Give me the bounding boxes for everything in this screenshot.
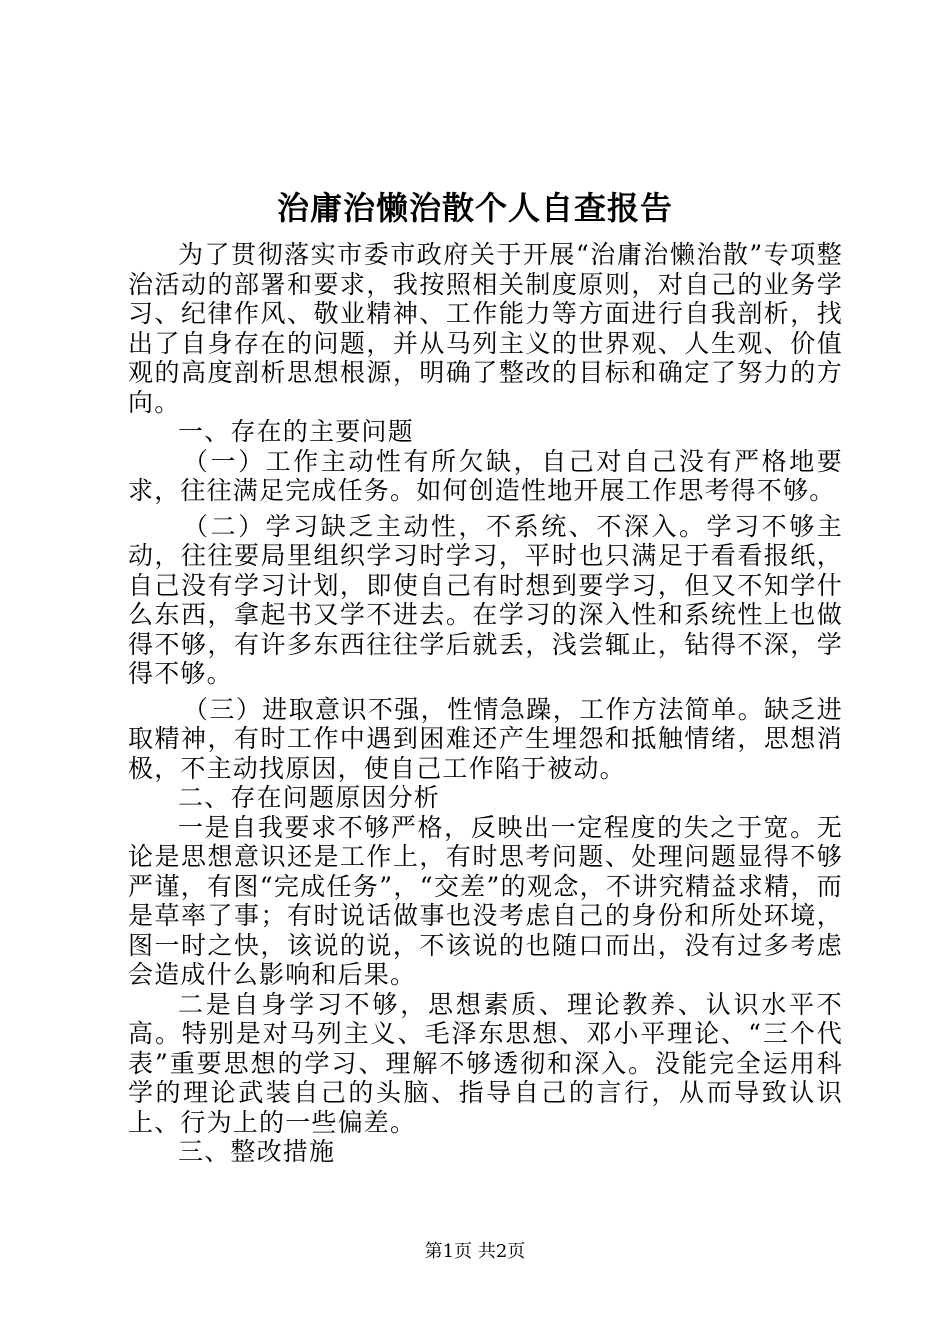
section-heading-causes: 二、存在问题原因分析 <box>178 783 441 812</box>
document-title: 治庸治懒治散个人自查报告 <box>276 189 673 227</box>
document-body <box>128 240 843 1167</box>
problem-paragraph-2: （二）学习缺乏主动性，不系统、不深入。学习不够主动，往往要局里组织学习时学习，平时也只满足于看看报纸，自己没有学习计划，即使自己有时想到要学习，但又不知学什么东西，拿起书又学不进去。在学习的深入性和系统性上也做得不够，有许多东西往往学后就丢，浅尝辄止，钻得不深，学得不够。 <box>128 511 843 688</box>
intro-paragraph: 为了贯彻落实市委市政府关于开展“治庸治懒治散”专项整治活动的部署和要求，我按照相关制度原则，对自己的业务学习、纪律作风、敬业精神、工作能力等方面进行自我剖析，找出了自身存在的问题，并从马列主义的世界观、人生观、价值观的高度剖析思想根源，明确了整改的目标和确定了努力的方向。 <box>128 240 843 417</box>
problem-paragraph-1: （一）工作主动性有所欠缺，自己对自己没有严格地要求，往往满足完成任务。如何创造性地开展工作思考得不够。 <box>128 446 843 505</box>
cause-paragraph-1: 一是自我要求不够严格，反映出一定程度的失之于宽。无论是思想意识还是工作上，有时思考问题、处理问题显得不够严谨，有图“完成任务”，“交差”的观念，不讲究精益求精，而是草率了事；有时说话做事也没考虑自己的身份和所处环境，图一时之快，该说的说，不该说的也随口而出，没有过多考虑会造成什么影响和后果。 <box>128 812 843 989</box>
section-heading-measures: 三、整改措施 <box>178 1137 336 1166</box>
section-heading-problems: 一、存在的主要问题 <box>178 417 414 446</box>
cause-paragraph-2: 二是自身学习不够，思想素质、理论教养、认识水平不高。特别是对马列主义、毛泽东思想、邓小平理论、“三个代表”重要思想的学习、理解不够透彻和深入。没能完全运用科学的理论武装自己的头脑、指导自己的言行，从而导致认识上、行为上的一些偏差。 <box>128 989 843 1137</box>
page-number: 第1页 共2页 <box>424 1241 526 1262</box>
problem-paragraph-3: （三）进取意识不强，性情急躁，工作方法简单。缺乏进取精神，有时工作中遇到困难还产生埋怨和抵触情绪，思想消极，不主动找原因，使自己工作陷于被动。 <box>128 694 843 783</box>
